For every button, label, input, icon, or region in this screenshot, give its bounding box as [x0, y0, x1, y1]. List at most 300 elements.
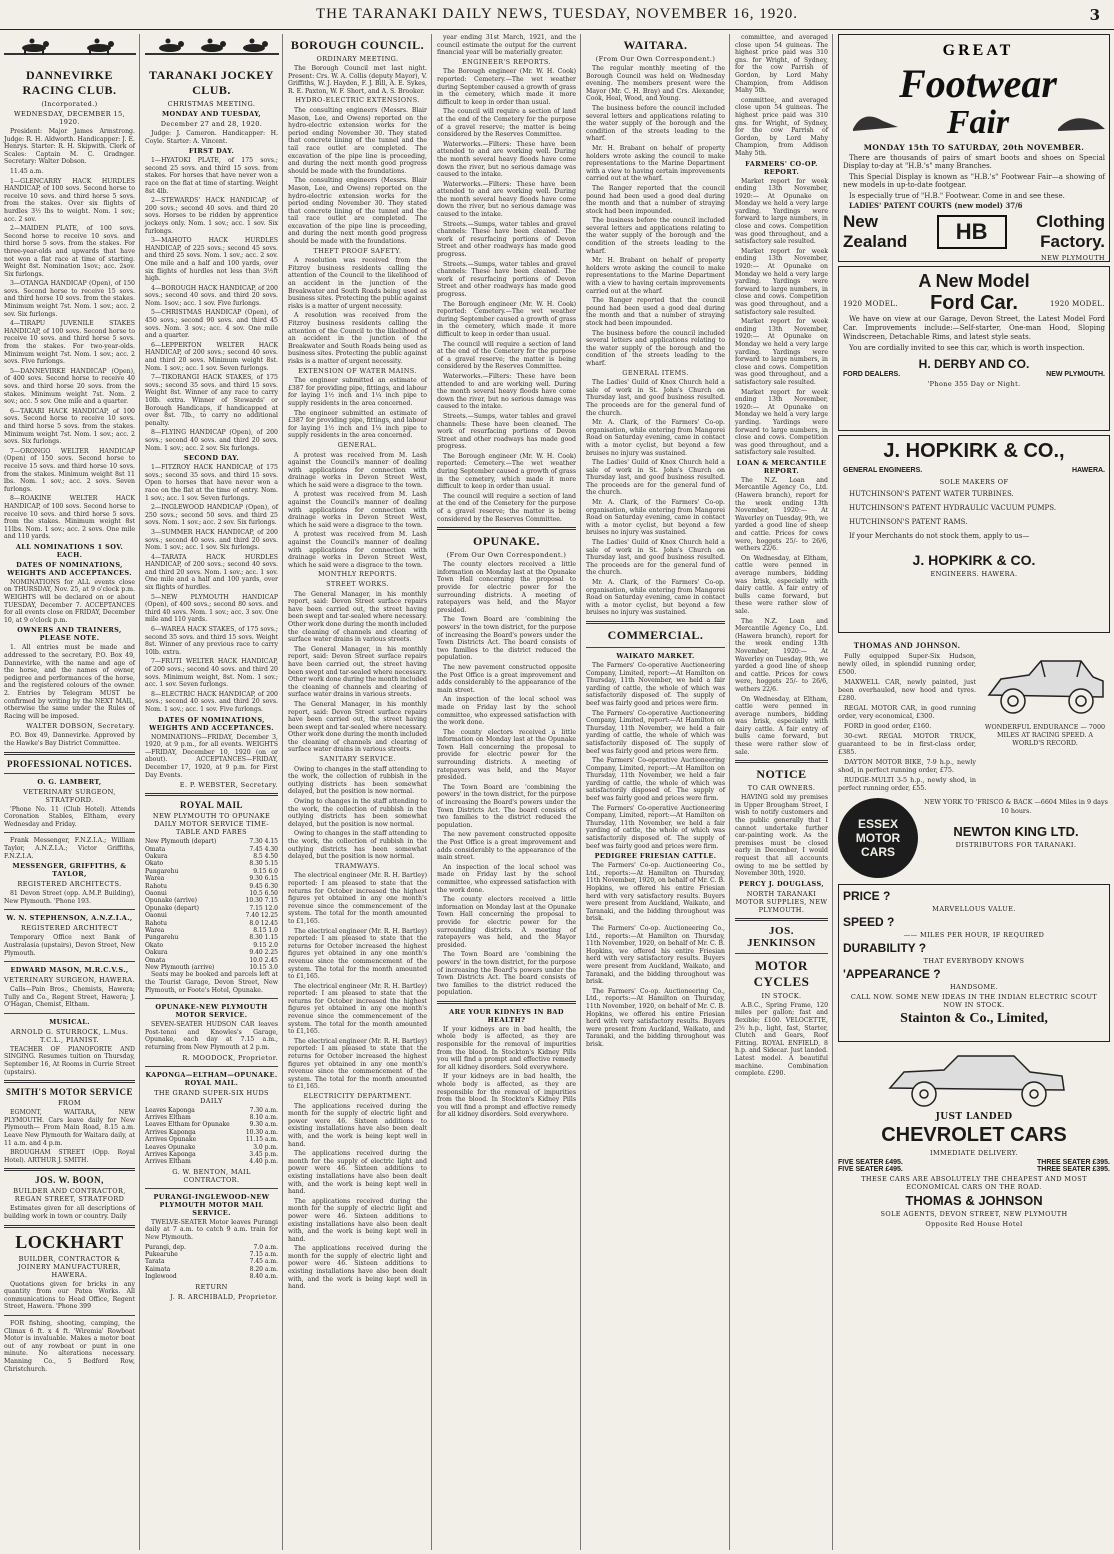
timetable-time: 4.40 p.m. — [249, 1158, 278, 1166]
timetable-stop: New Plymouth (arrive) — [145, 964, 215, 972]
brand-word: New — [843, 212, 878, 232]
ad-title: Ford Car. — [930, 292, 1018, 314]
article-sub: (From Our Own Correspondent.) — [595, 55, 716, 63]
ad-heading: ARE YOUR KIDNEYS IN BAD HEALTH? — [449, 1007, 564, 1024]
timetable-time: 8.15 1.0 — [253, 927, 278, 934]
timetable-row — [145, 1251, 278, 1258]
timetable-time: 7.0 a.m. — [253, 1243, 278, 1251]
timetable-row — [145, 846, 278, 853]
paragraph: The business before the council included several letters and applications relating to the water supply of the borough and the condition of the streets leading to the wharf. — [586, 217, 725, 255]
dealer-label: DISTRIBUTORS FOR TARANAKI. — [955, 841, 1077, 849]
ad-dates: MONDAY 15th TO SATURDAY, 20th NOVEMBER. — [863, 143, 1085, 152]
ad-text: If your kidneys are in bad health, the whole body is affected, as they are responsible for the removal of impurities from the blood. In Stockton's Kidney Pills you will find a prompt and effective remedy for all kidney disorders. Sold everywhere. — [437, 1025, 576, 1071]
notice-text: 1. All entries must be made and addressed to the secretary, P.O. Box 49, Dannevirke, with the name and age of the horse, and the names of owner, pedigree and performances of the horse, and the registered colours of the owner. 2. Entries by Telegram MUST be confirmed by writing by the NEXT MAIL, otherwise the same under the Rules of Racing will be imposed. — [4, 644, 135, 720]
notice-heading: NOTICE — [756, 767, 807, 782]
timetable-time: 7.15 12.0 — [249, 904, 278, 912]
timetable-time: 9.40 2.25 — [249, 949, 278, 957]
timetable-row — [145, 883, 278, 890]
race-entry: 6—TAKARI HACK HANDICAP, of 100 sovs. Second horse to receive 10 sovs. and third horse 5 sovs. from the stakes. Minimum weight 7st. Nom. 1 sov.; acc. 2 sovs. Six furlongs. — [4, 407, 135, 446]
paragraph: The Ladies' Guild of Knox Church held a sale of work in St. John's Church on Thursday last, and good business resulted. The proceeds are for the general fund of the church. — [586, 539, 725, 577]
timetable-stop: Pungarehu — [145, 867, 179, 875]
paragraph: Market report for week ending 13th November, 1920:— At Opunake on Monday we held a very large yarding. Yardings were forward to large numbers, in close and cows. Competition was good throughout, and a satisfactory sale resulted. — [735, 247, 828, 316]
ad-sub: GENERAL ENGINEERS. — [843, 467, 923, 474]
paragraph: Market report for week ending 13th November, 1920:— At Opunake on Monday we held a very large yarding. Yardings were forward to large numbers, in close and cows. Competition was good throughout, and a satisfactory sale resulted. — [735, 318, 828, 386]
timetable-stop: Arrives Opunake — [145, 1136, 197, 1144]
paragraph: Waterworks.—Filters: These have been attended to and are working well. During the month several heavy floods have come down the river, but no serious damage was caused to the intake. — [437, 372, 576, 411]
club-incorporated: (Incorporated.) — [41, 100, 98, 108]
cars-section — [838, 637, 1110, 794]
nzcf-logo-row — [843, 212, 1105, 252]
paragraph: The General Manager, in his monthly report, said: Devon Street surface repairs have been carried out, the street having been swept and tar-sealed where necessary. Other work done during the month included the cleaning of channels and clearing of surface water drains in various streets. — [288, 700, 428, 754]
ad-heading: JUST LANDED — [935, 1112, 1013, 1122]
timetable-stop: Okato — [145, 860, 164, 868]
meeting-dates: December 27 and 28, 1920. — [160, 120, 263, 128]
race-entry: 3—MAHOTO HACK HURDLES HANDICAP, of 225 sovs.; second 45 sovs. and third 25 sovs. Nom. 1 sov.; acc. 2 sov. One mile and a half and 100 yards, over six flights of hurdles not less than 3½ft high. — [145, 237, 278, 283]
timetable-time: 10.5 6.50 — [249, 889, 278, 897]
dates-text: NOMINATIONS—FRIDAY, December 3, 1920, at 9 p.m., for all events. WEIGHTS—FRIDAY, December 10, 1920 (on or about). ACCEPTANCES—FRIDAY, December 17, 1920, at 9 p.m. for First Day Events. — [145, 733, 278, 779]
timetable-time: 7.40 12.25 — [245, 912, 278, 920]
price-line: FIVE SEATER £495. — [838, 1166, 903, 1173]
ad-answer: MARVELLOUS VALUE. — [932, 905, 1016, 913]
page-number: 3 — [1089, 6, 1100, 24]
day-heading: SECOND DAY. — [183, 454, 240, 463]
timetable-stop: Arrives Kaponga — [145, 1128, 196, 1136]
paragraph: Streets.—Sumps, water tables and gravel channels: These have been cleaned. The work of resurfacing portions of Devon Street and other roadways has made good progress. — [437, 412, 576, 451]
ad-answer: THAT EVERYBODY KNOWS — [923, 957, 1025, 965]
ad-heading: KAPONGA—ELTHAM—OPUNAKE. ROYAL MAIL. — [145, 1070, 278, 1087]
ad-heading: JOS. W. BOON, — [35, 1175, 104, 1186]
timetable-row — [145, 1144, 278, 1151]
paragraph: committee, and averaged close upon 54 guineas. The highest price paid was 310 gns. for Wright, of Sydney, for the cow Parrish of Gordon, by Lord Mahy Champion, from Addison Mahy 5th. — [735, 96, 828, 157]
paragraph: The Farmers' Co-op. Auctioneering Co., Ltd., reports:—At Hamilton on Thursday, 11th November, 1920, on behalf of Mr. C. B. Hopkins, we offered his entire Friesian herd with very satisfactory results. Buyers were present from Auckland, Waikato, and Taranaki, and the bidding throughout was brisk. — [586, 924, 725, 986]
timetable-stop: Rahotu — [145, 919, 167, 927]
dealer-town: NEW PLYMOUTH. — [1046, 371, 1105, 378]
ad-question: SPEED ? — [843, 915, 895, 929]
ad-question: 'APPEARANCE ? — [843, 967, 941, 981]
paragraph: Streets.—Sumps, water tables and gravel channels: These have been cleaned. The work of resurfacing portions of Devon Street and other roadways has made good progress. — [437, 260, 576, 298]
royal-mail-heading: ROYAL MAIL — [180, 800, 243, 811]
timetable-row — [145, 1258, 278, 1265]
paragraph: Mr. A. Clark, of the Farmers' Co-op. organisation, while entering from Mangorei Road on Saturday evening, came in contact with a motor cyclist, but beyond a few bruises no injury was sustained. — [586, 419, 725, 457]
timetable-stop: Arrives Eltham — [145, 1158, 191, 1166]
prof-title: VETERINARY SURGEON, HAWERA. — [4, 976, 135, 985]
ad-sub: FROM — [58, 1099, 81, 1108]
prof-title: VETERINARY SURGEON, STRATFORD. — [23, 787, 116, 804]
paragraph: The county electors received a little information on Monday last at the Opunake Town Hall concerning the proposal to provide for electric power for the surrounding districts. A meeting of ratepayers was held, and the Mayor presided. — [437, 561, 576, 614]
banner-word: Footwear — [899, 61, 1057, 106]
timetable-time: 9.15 2.0 — [253, 941, 278, 949]
ad-sub: IMMEDIATE DELIVERY. — [930, 1149, 1018, 1157]
notice-text: HAVING sold my premises in Upper Brougham Street, I wish to notify customers and the public generally that I cannot undertake further car-painting work. As the premises must be closed early in December, I would request that all accounts owing to me be settled by November 30th, 1920. — [735, 794, 828, 878]
ad-text: NEW YORK TO 'FRISCO & BACK —6604 Miles in 9 days 10 hours. — [924, 798, 1108, 815]
paragraph: An inspection of the local school was made on Friday last by the school committee, who expressed satisfaction with the work done. — [437, 863, 576, 894]
paragraph: Owing to changes in the staff attending to the work, the collection of rubbish in the outlying districts has been somewhat delayed, but the position is now normal. — [288, 830, 427, 861]
timetable-stop: Arrives Kaponga — [145, 1151, 196, 1159]
car-listing: MAXWELL CAR, newly painted, just been overhauled, new hood and tyres. £280. — [838, 678, 976, 702]
timetable-row — [145, 905, 278, 912]
race-entry: 1—HYATOKI PLATE, of 175 sovs.; second 25 sovs. and third 15 sovs. from stakes. For horses that have never won a race on the flat at time of starting. Weight 8st 4lb. — [145, 157, 278, 195]
paragraph: A resolution was received from the Fitzroy business residents calling the attention of the Council to the likelihood of an accident in the junction of the Breakwater and South Roads being used as business sites. Protecting the public against risks is a matter of urgent necessity. — [288, 312, 427, 365]
paragraph: The council will require a section of land at the end of the Cemetery for the purpose of a gravel reserve; the matter is being considered by the Reserves Committee. — [437, 108, 576, 139]
paragraph: The Borough engineer (Mr. W. H. Cook) reported: Cemetery.—The wet weather during September caused a growth of grass in the cemetery, which made it more difficult to keep in order than usual. — [437, 452, 576, 491]
timetable-stop: Okato — [145, 941, 164, 949]
timetable-time: 9.45 6.30 — [249, 882, 278, 890]
dealer-address: Opposite Red House Hotel — [925, 1220, 1023, 1228]
subheading: WAIKATO MARKET. — [616, 651, 695, 660]
timetable-time: 7.45 4.30 — [249, 845, 278, 853]
paragraph: A protest was received from M. Lash against the Council's manner of dealing with applications for connection with drainage works in Devon Street West, which he said were a disgrace to the town. — [288, 451, 427, 489]
ad-heading: OPUNAKE-NEW PLYMOUTH MOTOR SERVICE. — [155, 1003, 268, 1020]
subheading: TRAMWAYS. — [334, 861, 381, 870]
ad-text: EGMONT, WAITARA, NEW PLYMOUTH. Cars leave daily for New Plymouth— From Main Road, 8.15 a.m. Leave New Plymouth for Waitara daily, at 11 a.m. and 4 p.m. — [4, 1109, 135, 1147]
timetable-stop: Arrives Eltham — [145, 1114, 191, 1121]
prof-name: W. N. STEPHENSON, A.N.Z.I.A., — [6, 914, 133, 923]
timetable-stop: Leaves Eltham for Opunake — [145, 1121, 230, 1129]
dealer-name: H. DERBY AND CO. — [918, 357, 1030, 371]
timetable-stop: New Plymouth (depart) — [145, 838, 217, 846]
race-entry: 6—WAREA HACK STAKES, of 175 sovs.; second 35 sovs. and third 15 sovs. Weight 8st. Winner of any previous race to carry 10lb. extra. — [145, 626, 278, 656]
ad-title: A New Model — [918, 271, 1030, 291]
article-heading: WAITARA. — [623, 38, 688, 52]
racing-horse-illustration — [145, 36, 279, 58]
paragraph: Mr. H. Brabant on behalf of property holders wrote asking the council to make representations to the Marine Department with a view to having certain improvements carried out at the wharf. — [586, 144, 725, 183]
timetable-row — [145, 897, 278, 904]
paragraph: The Ladies' Guild of Knox Church held a sale of work in St. John's Church on Thursday last, and good business resulted. The proceeds are for the general fund of the church. — [586, 379, 725, 417]
timetable-stop: Rahotu — [145, 882, 167, 890]
ad-town: ENGINEERS. HAWERA. — [930, 570, 1018, 578]
timetable-stop: Oaonui — [145, 889, 167, 897]
paragraph: Market report for week ending 13th November, 1920:— At Opunake on Monday we held a very large yarding. Yardings were forward to large numbers, in close and cows. Competition was good throughout, and a satisfactory sale resulted. — [735, 388, 828, 457]
prof-title: REGISTERED ARCHITECTS. — [17, 880, 122, 889]
ad-text: This Special Display is known as "H.B.'s" Footwear Fair—a showing of new models in up-to-date footgear. — [843, 172, 1105, 190]
race-entry: 6—LEPPERTON WELTER HACK HANDICAP, of 200 sovs.; second 40 sovs. and third 20 sovs. Minimum weight 8st. Nom. 1 sov.; acc. 1 sov. Seven furlongs. — [145, 341, 278, 372]
paragraph: The applications received during the month for the supply of electric light and power were 46. Sixteen additions to existing installations have also been dealt with, and the work is being kept well in hand. — [288, 1245, 427, 1291]
paragraph: The council will require a section of land at the end of the Cemetery for the purpose of a gravel reserve; the matter is being considered by the Reserves Committee. — [437, 340, 576, 371]
timetable-time: 8.30 5.15 — [249, 860, 278, 868]
paragraph: The Town Board are 'combining the powers' in the town district, for the purpose of increasing the Board's powers under the Town Districts Act. The board consists of two families to the district reduced the population. — [437, 783, 576, 829]
race-entry: 4—TIRAPU JUVENILE STAKES HANDICAP, of 100 sovs. Second horse to receive 10 sovs. and third horse 5 sovs. from the stakes. For two-year-olds. Minimum weight 7st. Nom. 1 sov.; acc. 2 sovs. Five furlongs. — [4, 320, 135, 366]
race-entry: 7—ORONGO WELTER HANDICAP (Open) of 150 sovs. Second horse to receive 15 sovs. and third horse 10 sovs. from the stakes. Minimum weight 8st 11 lbs. Nom. 1 sov.; acc. 2 sovs. Seven furlongs. — [4, 447, 135, 493]
paragraph: The electrical engineer (Mr. R. H. Bartley) reported: I am pleased to state that the returns for October increased the highest figures yet obtained in any one month's revenue since the commencement of the system. The total for the month amounted to £1,165. — [288, 927, 427, 981]
car-listing: Fully equipped Super-Six Hudson, newly oiled, in splendid running order, £500. — [838, 652, 976, 676]
timetable-row — [145, 875, 278, 882]
timetable-row — [145, 1158, 278, 1165]
section-heading: COMMERCIAL. — [607, 627, 704, 642]
paragraph: On Wednesday, at Eltham, cattle were penned in average numbers, bidding was brisk, especially with dairy cattle. A fair entry of bulls came forward, but these were rather slow of sale. — [735, 695, 828, 756]
timetable-row — [145, 912, 278, 919]
paragraph: The Farmers' Co-operative Auctioneering Company, Limited, report:—At Hamilton on Thursday, 11th November, we held a fair yarding of cattle, the whole of which was satisfactorily disposed of. The supply of beef was fairly good and prices were firm. — [586, 709, 725, 755]
timetable-time: 10.15 3.0 — [249, 964, 278, 972]
professional-notices-heading: PROFESSIONAL NOTICES. — [6, 758, 133, 769]
ad-answer: HANDSOME. — [949, 983, 999, 991]
brand-word: Clothing — [1036, 212, 1105, 232]
timetable-row — [145, 890, 278, 897]
ad-text: FOR fishing, shooting, camping, the Climax 6 ft. x 4 ft. 'Wiremia' Rowboat Motor is invaluable. Makes a motor boat out of any rowboat or punt in one minute. No alterations necessary. Manning Co., 5 Bedford Row, Christchurch. — [4, 1319, 135, 1373]
paragraph: On Wednesday, at Eltham, cattle were penned in average numbers, bidding was brisk, especially with dairy cattle. A fair entry of bulls came forward, but these were rather slow of sale. — [735, 554, 828, 615]
ad-heading: PURANGI-INGLEWOOD-NEW PLYMOUTH MOTOR MAIL SERVICE. — [153, 1192, 270, 1217]
car-icon — [874, 1046, 1074, 1110]
ad-question: DURABILITY ? — [843, 941, 927, 955]
ad-heading: JOS. JENKINSON — [747, 924, 816, 949]
prof-name: EDWARD MASON, M.R.C.V.S., — [10, 966, 129, 975]
timetable-time: 7.30 4.15 — [249, 838, 278, 846]
subheading: GENERAL. — [337, 440, 378, 449]
brand-word: Zealand — [843, 232, 908, 252]
paragraph: The consulting engineers (Messrs. Blair Mason, Lee, and Owens) reported on the hydro-electric extension works for the period ending November 30. They stated that concrete lining of the tunnel and the tail race outlet are completed. The excavation of the pipe line is proceeding, and during the next month good progress should be made with the foundations. — [288, 106, 427, 175]
timetable-time: 10.0 2.45 — [249, 956, 278, 964]
ad-text: We have on view at our Garage, Devon Street, the Latest Model Ford Car. Improvements include:—Self-starter, One-man Hood, Sloping Windscreen, Detachable Rims, and latest style seats. — [843, 315, 1105, 341]
officials: Judge: J. Cameron. Handicapper: H. Coyle. Starter: A. Vincent. — [145, 130, 278, 145]
timetable-row — [145, 920, 278, 927]
ad-title: CHEVROLET CARS — [881, 1124, 1067, 1146]
paragraph: The General Manager, in his monthly report, said: Devon Street surface repairs have been carried out, the street having been swept and tar-sealed where necessary. Other work done during the month included the cleaning of channels and clearing of surface water drains in various streets. — [288, 645, 428, 699]
paragraph: The regular monthly meeting of the Borough Council was held on Wednesday evening. The members present were the Mayor (Mr. C. H. Bray) and Crs. Alexander, Cook, Heal, Wood, and Young. — [586, 65, 725, 103]
price-line: THREE SEATER £395. — [1036, 1166, 1110, 1173]
paragraph: The engineer submitted an estimate of £387 for providing pipe, fittings, and labour for laying 1½ inch and 1¼ inch pipe to supply residents in the area concerned. — [288, 377, 427, 407]
timetable-stop: Tarata — [145, 1258, 165, 1266]
subheading: LOAN & MERCANTILE REPORT. — [736, 458, 827, 475]
ad-heading: SMITH'S MOTOR SERVICE — [5, 1087, 134, 1098]
timetable-row — [145, 964, 278, 971]
ad-text: WONDERFUL ENDURANCE — 7000 MILES AT RACING SPEED. A WORLD'S RECORD. — [984, 723, 1106, 747]
paragraph: Market report for week ending 13th November, 1920:— At Opunake on Monday we held a very large yarding. Yardings were forward to large numbers, in close and cows. Competition was good throughout, and a satisfactory sale resulted. — [735, 177, 828, 246]
ad-sub: IN STOCK. — [761, 991, 802, 1000]
paragraph: The Town Board are 'combining the powers' in the town district, for the purpose of increasing the Board's powers under the Town Districts Act. The board consists of two families to the district reduced the population. — [437, 951, 576, 997]
club-heading: TARANAKI JOCKEY CLUB. — [149, 68, 274, 97]
timetable-row — [145, 942, 278, 949]
dealer-phone: 'Phone 355 Day or Night. — [927, 380, 1021, 388]
timetable-row — [145, 1129, 278, 1136]
column-6 — [731, 34, 833, 1550]
model-year: 1920 MODEL. — [843, 299, 898, 308]
column-3 — [284, 34, 432, 1550]
subheading: PEDIGREE FRIESIAN CATTLE. — [594, 852, 717, 861]
ad-text: There are thousands of pairs of smart boots and shoes on Special Display to-day at "H.B.'s" many Branches. — [843, 154, 1105, 171]
timetable-time: 3.0 p.m. — [253, 1143, 278, 1151]
timetable-time: 8.20 a.m. — [249, 1265, 278, 1273]
ad-town: NEW PLYMOUTH — [1040, 254, 1105, 263]
hb-logo: HB — [937, 215, 1007, 249]
meeting-date: WEDNESDAY, DECEMBER 15, 1920. — [13, 110, 126, 126]
prof-name: O. G. LAMBERT, — [37, 777, 102, 786]
meeting-name: CHRISTMAS MEETING. — [167, 100, 256, 108]
race-entry: 8—FLYING HANDICAP (Open), of 200 sovs.; second 40 sovs. and third 20 sovs. Nom. 1 sov.; acc. 2 sov. Six furlongs. — [145, 429, 278, 452]
paragraph: The N.Z. Loan and Mercantile Agency Co., Ltd. (Hawera branch), report for the week ending 13th November, 1920:— At Waverley on Tuesday, 9th, we yarded a good line of sheep and cattle. Prices for cows were, hoggets 25/- to 26/6, wethers 22/6. — [735, 476, 828, 553]
footwear-fair-ad — [838, 34, 1110, 262]
ad-text: A.B.C., Spring Frame, 120 miles per gallon; fast and flexible; £100. VELOCETTE, 2½ h.p., light, fast, Starter, Clutch and Gears, Roof Fitting. ROYAL ENFIELD, 8 h.p. and Sidecar. Just landed. Latest model. A beautiful machine. Combination complete. £290. — [735, 1001, 828, 1078]
timetable-time: 8.40 a.m. — [249, 1273, 278, 1281]
paragraph: The Ranger reported that the council pound had been used a good deal during the month and that a number of straying stock had been impounded. — [586, 297, 725, 327]
timetable-time: 7.45 a.m. — [249, 1258, 278, 1266]
ad-sub: BUILDER AND CONTRACTOR, REGAN STREET, STRATFORD — [13, 1187, 126, 1204]
timetable-time: 7.15 a.m. — [249, 1251, 278, 1259]
masthead-title: THE TARANAKI DAILY NEWS, TUESDAY, NOVEMBER 16, 1920. — [316, 6, 798, 22]
ad-sub: RETURN — [195, 1282, 228, 1291]
secretary-signature: E. P. WEBSTER, Secretary. — [179, 781, 278, 790]
car-listing: FORD in good order, £160. — [844, 722, 932, 730]
dealer-name: THOMAS & JOHNSON — [905, 1193, 1043, 1208]
timetable-time: 9.30 a.m. — [249, 1121, 278, 1129]
timetable-stop: Leaves Opunake — [145, 1143, 196, 1151]
ad-text: Estimates given for all descriptions of building work in town or country. Daily — [4, 1205, 135, 1220]
ad-sub: THE GRAND SUPER-SIX HUDS DAILY — [154, 1088, 269, 1105]
paragraph: The engineer submitted an estimate of £387 for providing pipe, fittings, and labour for laying 1½ inch and 1¼ inch pipe to supply residents in the area concerned. — [288, 409, 427, 440]
paragraph: committee, and averaged close upon 54 guineas. The highest price paid was 310 gns. for Wright, of Sydney, for the cow Parrish of Gordon, by Lord Mahy Champion, from Addison Mahy 5th. — [735, 34, 828, 95]
address-line: P.O. Box 49, Dannevirke. Approved by the Hawke's Bay District Committee. — [4, 732, 135, 747]
paragraph: The Farmers' Co-operative Auctioneering Company, Limited, report:—At Hamilton on Thursday, 11th November, we held a fair yarding of cattle, the whole of which was satisfactorily disposed of. The supply of beef was fairly good and prices were firm. — [586, 804, 725, 850]
race-entry: 5—DANNEVIRKE HANDICAP (Open), of 400 sovs. Second horse to receive 40 sovs. and third horse 20 sovs. from the stakes. Minimum weight 7st. Nom. 2 sov.; acc. 5 sov. One mile and a quarter. — [4, 367, 135, 406]
hopkirk-ad — [838, 435, 1110, 633]
race-entry: 7—FRUTI WELTER HACK HANDICAP, of 200 sovs.; second 40 sovs. and third 20 sovs. Minimum weight, 8st. Nom. 1 sov.; acc. 1 sov. Seven furlongs. — [145, 658, 278, 689]
timetable-time: 9.30 6.15 — [249, 875, 278, 883]
timetable-time: 10.30 a.m. — [245, 1128, 278, 1136]
ad-signature: G. W. BENTON, MAIL CONTRACTOR. — [172, 1167, 251, 1184]
timetable-stop: Omata — [145, 956, 166, 964]
ad-signature: Stainton & Co., Limited, — [900, 1011, 1048, 1026]
ad-heading: THOMAS AND JOHNSON. — [853, 641, 961, 650]
paragraph: The new pavement constructed opposite the Post Office is a great improvement and adds considerably to the appearance of the main street. — [437, 831, 576, 862]
ad-text: Quotations given for bricks in any quantity from our Patea Works. All communications to Head Office, Regent Street, Hawera. 'Phone 399 — [4, 1280, 135, 1311]
timetable-row — [145, 1244, 278, 1251]
ad-text: SEVEN-SEATER HUDSON CAR leaves Post-tenoi and Knowles's Garage, Opunake, each day at 7.15 a.m., returning from New Plymouth at 2 p.m. — [145, 1021, 278, 1051]
paragraph: Owing to changes in the staff attending to the work, the collection of rubbish in the outlying districts has been somewhat delayed, but the position is now normal. — [288, 765, 427, 796]
notice-sub: TO CAR OWNERS. — [747, 784, 816, 793]
timetable-stop: Pukearuhe — [145, 1251, 178, 1259]
paragraph: A protest was received from M. Lash against the Council's manner of dealing with applications for connection with drainage works in Devon Street West, which he said were a disgrace to the town. — [288, 531, 427, 569]
paragraph: Mr. A. Clark, of the Farmers' Co-op. organisation, while entering from Mangorei Road on Saturday evening, came in contact with a motor cyclist, but beyond a few bruises no injury was sustained. — [586, 499, 725, 537]
price-line: FIVE SEATER £495. — [838, 1159, 903, 1166]
article-heading: BOROUGH COUNCIL. — [290, 38, 425, 52]
timetable — [145, 838, 278, 971]
timetable-time: 10.30 7.15 — [245, 897, 278, 905]
prof-text: Temporary Office next Bank of Australasia (upstairs), Devon Street, New Plymouth. — [4, 934, 136, 957]
timetable-time: 8.10 a.m. — [249, 1114, 278, 1121]
footwear-fair-banner — [843, 39, 1113, 137]
paragraph: The Farmers' Co-operative Auctioneering Company, Limited, report:—At Hamilton on Thursday, 11th November, we held a fair yarding of cattle, the whole of which was satisfactorily disposed of. The supply of beef was fairly good and prices were firm. — [586, 757, 725, 803]
subheading: SANITARY SERVICE. — [319, 755, 396, 764]
subheading: ELECTRICITY DEPARTMENT. — [303, 1092, 412, 1100]
car-listing: RUDGE-MULTI 3-5 h.p., newly shod, in perfect running order, £55. — [838, 776, 976, 792]
timetable-stop: Inglewood — [145, 1273, 177, 1281]
notice-address: NORTH TARANAKI MOTOR SUPPLIES, NEW PLYMOUTH. — [735, 889, 828, 914]
article-heading: OPUNAKE. — [473, 534, 540, 549]
ad-text: CALL NOW. SOME NEW IDEAS IN THE INDIAN ELECTRIC SCOUT NOW IN STOCK. — [850, 993, 1098, 1009]
timetable-time: 8.5 4.50 — [253, 852, 278, 860]
dates-heading: DATES OF NOMINATIONS, WEIGHTS AND ACCEPTANCES. — [7, 560, 132, 577]
timetable-time: 3.45 p.m. — [249, 1151, 278, 1159]
subheading: EXTENSION OF WATER MAINS. — [298, 366, 417, 375]
race-entry: 7—TIKORANGI HACK STAKES, of 175 sovs.; second 35 sovs. and third 15 sovs. Weight 8st. Winner of any race to carry 10lb. extra. Winner of Stewards' or Borough Handicaps, if handicapped at over 8st. 7lb., to carry no additional penalty. — [145, 374, 278, 427]
ad-signature: J. HOPKIRK & CO. — [912, 552, 1036, 568]
timetable-stop: Purangi, dep. — [145, 1243, 186, 1251]
dealer-label: FORD DEALERS. — [843, 371, 901, 378]
ad-text: If your Merchants do not stock them, apply to us— — [849, 532, 1030, 540]
timetable-stop: Kaimata — [145, 1265, 171, 1273]
timetable-stop: Pungarehu — [145, 934, 179, 942]
model-year: 1920 MODEL. — [1050, 299, 1105, 308]
timetable-row — [145, 1121, 278, 1128]
prof-firm: MESSENGER, GRIFFITHS, & TAYLOR, — [12, 862, 127, 879]
paragraph: The Ranger reported that the council pound had been used a good deal during the month and that a number of straying stock had been impounded. — [586, 184, 725, 215]
article-sub: (From Our Own Correspondent.) — [446, 551, 567, 560]
timetable-row — [145, 1151, 278, 1158]
banner-word: GREAT — [942, 42, 1014, 59]
ad-sub: BUILDER, CONTRACTOR & JOINERY MANUFACTURER, HAWERA. — [18, 1254, 121, 1279]
paragraph: The applications received during the month for the supply of electric light and power were 46. Sixteen additions to existing installations have also been dealt with, and the work is being kept well in hand. — [288, 1150, 427, 1196]
ad-signature: J. R. ARCHIBALD, Proprietor. — [170, 1292, 278, 1301]
timetable-stop: Opunake (depart) — [145, 904, 199, 912]
timetable — [145, 1244, 278, 1281]
timetable-time: 8.30 1.15 — [249, 934, 278, 942]
product-line: HUTCHINSON'S PATENT RAMS. — [849, 518, 968, 526]
timetable-time: 9.15 6.0 — [253, 867, 278, 875]
ad-text: Is especially true of "H.B." Footwear. Come in and see these. — [849, 191, 1065, 200]
prof-name: MUSICAL. — [49, 1017, 90, 1026]
prof-text: Calls—Pain Bros., Chemists, Hawera; Tully and Co., Regent Street, Hawera; J. O'Hagan, Chemist, Eltham. — [4, 986, 135, 1009]
subheading: ENGINEER'S REPORTS. — [462, 57, 551, 66]
paragraph: The electrical engineer (Mr. R. H. Bartley) reported: I am pleased to state that the returns for October increased the highest figures yet obtained in any one month's revenue since the commencement of the system. The total for the month amounted to £1,165. — [288, 1037, 427, 1091]
prof-title: REGISTERED ARCHITECT — [20, 924, 119, 933]
masthead — [0, 0, 1114, 30]
paragraph: The Town Board are 'combining the powers' in the town district, for the purpose of increasing the Board's powers under the Town Districts Act. The board consists of two families to the district reduced the population. — [437, 616, 576, 662]
paragraph: The business before the council included several letters and applications relating to the water supply of the borough and the condition of the streets leading to the wharf. — [586, 329, 725, 367]
column-2 — [141, 34, 283, 1550]
price-line: THREE SEATER £395. — [1036, 1159, 1110, 1166]
timetable-row — [145, 949, 278, 956]
paragraph: The electrical engineer (Mr. R. H. Bartley) reported: I am pleased to state that the returns for October increased the highest figures yet obtained in any one month's revenue since the commencement of the system. The total for the month amounted to £1,165. — [288, 982, 427, 1036]
column-7 — [834, 34, 1114, 1550]
ad-text: THESE CARS ARE ABSOLUTELY THE CHEAPEST AND MOST ECONOMICAL CARS ON THE ROAD. — [861, 1175, 1087, 1191]
race-entry: 8—ROAKINE WELTER HACK HANDICAP, of 100 sovs. Second horse to receive 10 sovs. and third horse 5 sovs. from the stakes. Minimum weight 8st 11lbs. Nom. 1 sov.; acc. 2 sovs. One mile and 110 yards. — [4, 495, 135, 541]
race-entry: 5—NEW PLYMOUTH HANDICAP (Open), of 400 sovs.; second 80 sovs. and third 40 sovs. Nom. 1 sov.; acc. 3 sov. One mile and 110 yards. — [145, 593, 278, 624]
ad-price: LADIES' PATENT COURTS (new model) 37/6 — [849, 201, 1023, 211]
timetable-time: 11.15 a.m. — [245, 1136, 278, 1144]
day-heading: FIRST DAY. — [188, 147, 235, 156]
paragraph: The Farmers' Co-operative Auctioneering Company, Limited, report:—At Hamilton on Thursday, 11th November, we held a fair yarding of cattle, the whole of which was satisfactorily disposed of. The supply of beef was fairly good and prices were firm. — [586, 661, 725, 707]
ad-question: PRICE ? — [843, 889, 891, 903]
column-1 — [0, 34, 140, 1550]
race-program — [4, 128, 135, 541]
essex-logo: ESSEX MOTOR CARS — [838, 798, 918, 878]
dates-text: NOMINATIONS for ALL events close on THURSDAY, Nov. 25, at 9 o'clock p.m. WEIGHTS will be declared on or about TUESDAY, December 7. ACCEPTANCES for all events close on FRIDAY, December 10, at 9 o'clock p.m. — [4, 578, 135, 624]
ad-text: If your kidneys are in bad health, the whole body is affected, as they are responsible for the removal of impurities from the blood. In Stockton's Kidney Pills you will find a prompt and effective remedy for all kidney disorders. Sold everywhere. — [437, 1073, 576, 1119]
product-line: HUTCHINSON'S PATENT WATER TURBINES. — [849, 490, 1014, 498]
ad-title: J. HOPKIRK & CO., — [883, 440, 1065, 462]
paragraph: The electrical engineer (Mr. R. H. Bartley) reported: I am pleased to state that the returns for October increased the highest figures yet obtained in any one month's revenue since the commencement of the system. The total for the month amounted to £1,165. — [288, 872, 427, 925]
ad-text: TWELVE-SEATER Motor leaves Purangi daily at 7 a.m. to catch 9 a.m. train for New Plymouth. — [145, 1218, 278, 1242]
timetable-row — [145, 853, 278, 860]
thomas-johnson-ad — [838, 637, 976, 794]
ad-text: BROUGHAM STREET (Opp. Royal Hotel). ARTHUR J. SMITH. — [4, 1149, 135, 1164]
race-entry: 2—INGLEWOOD HANDICAP (Open), of 250 sovs.; second 50 sovs. and third 25 sovs. Nom. 1 sov.; acc. 2 sov. Six furlongs. — [145, 504, 278, 527]
timetable-row — [145, 934, 278, 941]
ad-town: HAWERA. — [1071, 467, 1105, 474]
paragraph: A protest was received from M. Lash against the Council's manner of dealing with applications for connection with drainage works in Devon Street West, which he said were a disgrace to the town. — [288, 491, 427, 529]
ford-ad — [838, 266, 1110, 431]
paragraph: Mr. H. Brabant on behalf of property holders wrote asking the council to make representations to the Marine Department with a view to having certain improvements carried out at the wharf. — [586, 257, 725, 295]
officials: President: Major James Armstrong. Judge: R. H. Aldworth. Handicapper: J. E. Henrys. Starter: R. H. Skipwith. Clerk of Scales: Captain M. C. Gradnger. Secretary: Walter Dobson. — [4, 128, 135, 166]
paragraph: The business before the council included several letters and applications relating to the water supply of the borough and the condition of the streets leading to the wharf. — [586, 104, 725, 143]
car-icon — [981, 639, 1109, 721]
ad-text: You are cordially invited to see this car, which is worth inspection. — [849, 344, 1085, 352]
timetable-stop: Oakura — [145, 852, 168, 860]
subheading: MONTHLY REPORTS. — [317, 570, 398, 579]
timetable-stop: Oakura — [145, 949, 168, 957]
ad-signature: R. MOODOCK, Proprietor. — [182, 1053, 278, 1062]
club-heading: DANNEVIRKE RACING CLUB. — [22, 68, 117, 97]
race-entry: 1—FITZROY HACK HANDICAP, of 175 sovs.; second 35 sovs. and third 15 sovs. Open to horses that have never won a race on the flat at the time of entry. Nom. 1 sov.; acc. 1 sov. Seven furlongs. — [145, 464, 278, 502]
timetable-stop: Warea — [145, 875, 165, 883]
